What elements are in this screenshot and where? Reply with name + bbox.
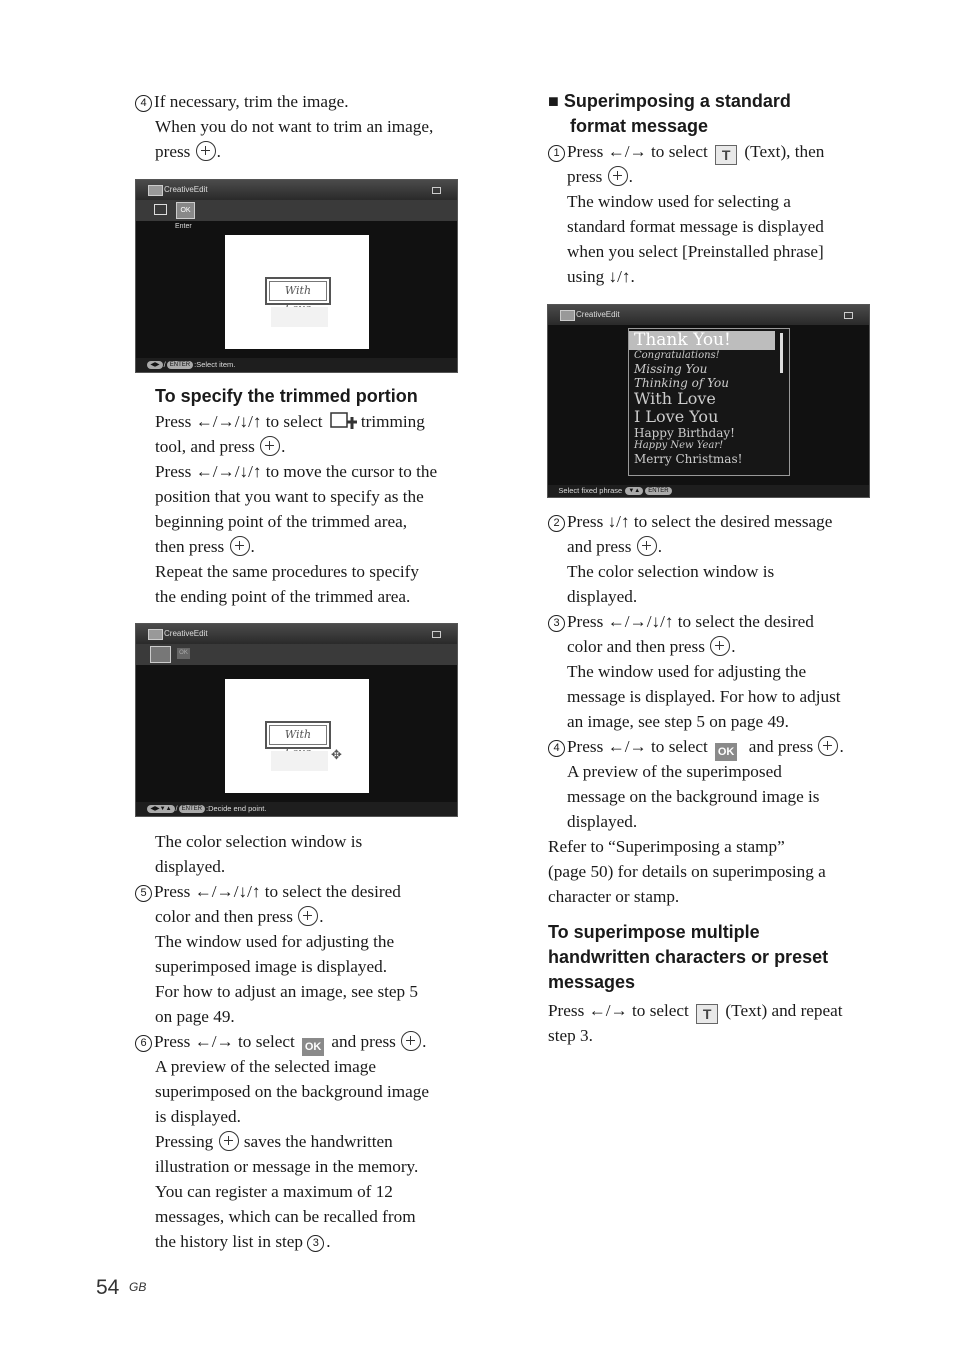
step4-line3: press .	[155, 142, 221, 161]
phrase-item[interactable]: Happy New Year!	[634, 440, 724, 451]
r-step4-line4: displayed.	[567, 812, 638, 831]
trimming-tool-icon	[330, 411, 358, 433]
section-heading: ■ Superimposing a standard	[548, 91, 791, 111]
r-step3-line3: The window used for adjusting the	[567, 662, 807, 681]
r-step1-line6: using ↓/↑.	[567, 267, 635, 286]
step5-line1: 5 Press ←/→/↓/↑ to select the desired	[135, 879, 401, 904]
r-step1-line1: 1 Press ←/→ to select T (Text), then	[548, 139, 824, 165]
app-logo-icon	[148, 185, 163, 196]
step-number: 5	[135, 885, 152, 902]
enter-button-icon	[196, 141, 216, 161]
subheading-line1: To superimpose multiple	[548, 922, 760, 942]
phrase-item[interactable]: Thinking of You	[634, 376, 729, 390]
screen-footer: Select fixed phrase ▼▲ ENTER	[548, 485, 869, 497]
step6-line3: superimposed on the background image	[155, 1082, 429, 1101]
step6-line1: 6 Press ←/→ to select OK and press .	[135, 1029, 426, 1056]
image-canvas	[225, 235, 369, 349]
step5-line4: superimposed image is displayed.	[155, 957, 387, 976]
r-step1-line4: standard format message is displayed	[567, 217, 824, 236]
stamp-preview: With	[265, 277, 331, 305]
r-step1-line2: press .	[567, 167, 633, 186]
after-line2: displayed.	[155, 857, 226, 876]
enter-button-icon	[298, 906, 318, 926]
r-step2-line3: The color selection window is	[567, 562, 775, 581]
region-code: GB	[129, 1280, 147, 1294]
phrase-item[interactable]: Congratulations!	[634, 350, 720, 361]
trim-line7: Repeat the same procedures to specify	[155, 562, 419, 581]
ok-icon: OK	[176, 202, 195, 219]
step-number: 2	[548, 515, 565, 532]
phrase-item[interactable]: Happy Birthday!	[634, 426, 735, 440]
trim-line4: position that you want to specify as the	[155, 487, 424, 506]
step5-line2: color and then press .	[155, 907, 324, 926]
step6-line2: A preview of the selected image	[155, 1057, 376, 1076]
last-line2: step 3.	[548, 1026, 593, 1045]
screen-footer: ◀▶ / ENTER :Select item.	[136, 358, 457, 372]
step-number: 4	[548, 740, 565, 757]
r-step2-line4: displayed.	[567, 587, 638, 606]
step4-line1: 4 If necessary, trim the image.	[135, 89, 349, 114]
r-step3-line4: message is displayed. For how to adjust	[567, 687, 841, 706]
trim-line3: Press ←/→/↓/↑ to move the cursor to the	[155, 462, 438, 481]
r-step2-line2: and press .	[567, 537, 663, 556]
step4-line2: When you do not want to trim an image,	[155, 117, 434, 136]
step6-line7: You can register a maximum of 12	[155, 1182, 393, 1201]
step6-line4: is displayed.	[155, 1107, 241, 1126]
stamp-shadow	[271, 307, 328, 327]
trim-heading: To specify the trimmed portion	[155, 386, 418, 406]
step-number: 3	[307, 1235, 324, 1252]
enter-button-icon	[710, 636, 730, 656]
phrase-item[interactable]: With Love	[634, 389, 716, 408]
ok-button-icon: OK	[302, 1038, 324, 1056]
r-step3-line2: color and then press .	[567, 637, 736, 656]
trim-tool-icon	[150, 646, 171, 663]
subheading-line3: messages	[548, 972, 636, 992]
r-step3-line1: 3 Press ←/→/↓/↑ to select the desired	[548, 609, 814, 634]
step6-line8: messages, which can be recalled from	[155, 1207, 416, 1226]
app-title-bar: CreativeEdit	[136, 624, 457, 644]
r-step1-line5: when you select [Preinstalled phrase]	[567, 242, 824, 261]
trim-line5: beginning point of the trimmed area,	[155, 512, 408, 531]
r-step4-line2: A preview of the superimposed	[567, 762, 782, 781]
step-number: 6	[135, 1035, 152, 1052]
r-step4-line3: message on the background image is	[567, 787, 820, 806]
step5-line3: The window used for adjusting the	[155, 932, 395, 951]
app-logo-icon	[560, 310, 575, 321]
enter-button-icon	[219, 1131, 239, 1151]
step-number: 1	[548, 145, 565, 162]
ref-line1: Refer to “Superimposing a stamp”	[548, 837, 785, 856]
window-icon	[432, 187, 441, 194]
page-number: 54	[96, 1276, 120, 1299]
window-icon	[432, 631, 441, 638]
trim-line8: the ending point of the trimmed area.	[155, 587, 411, 606]
phrase-list	[628, 328, 790, 476]
enter-button-icon	[230, 536, 250, 556]
section-heading-cont: format message	[570, 116, 709, 136]
enter-button-icon	[818, 736, 838, 756]
phrase-item-selected[interactable]: Thank You!	[629, 331, 775, 350]
subheading-line2: handwritten characters or preset	[548, 947, 829, 967]
scrollbar	[780, 333, 783, 373]
enter-button-icon	[260, 436, 280, 456]
app-title-bar: CreativeEdit	[548, 305, 869, 325]
step6-line5: Pressing saves the handwritten	[155, 1132, 393, 1151]
r-step2-line1: 2 Press ↓/↑ to select the desired message	[548, 509, 832, 534]
enter-button-icon	[608, 166, 628, 186]
screen-footer: ◀▶▼▲ / ENTER :Decide end point.	[136, 802, 457, 816]
trim-line1: Press ←/→/↓/↑ to select trimming	[155, 412, 425, 431]
stamp-shadow	[271, 751, 328, 771]
stamp-preview: With	[265, 721, 331, 749]
ref-line3: character or stamp.	[548, 887, 680, 906]
screenshot-phrase-list	[547, 304, 870, 498]
enter-button-icon	[637, 536, 657, 556]
screenshot-trim-end	[135, 623, 458, 817]
toolbar	[136, 644, 457, 665]
step6-line9: the history list in step 3 .	[155, 1232, 331, 1251]
phrase-item[interactable]: I Love You	[634, 407, 719, 426]
phrase-item[interactable]: Missing You	[634, 362, 708, 376]
app-title-bar: CreativeEdit	[136, 180, 457, 200]
trim-line6: then press .	[155, 537, 255, 556]
step-number: 3	[548, 615, 565, 632]
image-canvas	[225, 679, 369, 793]
cursor-icon: ✥	[331, 747, 342, 762]
enter-label: Enter	[175, 223, 192, 230]
screenshot-trim-select	[135, 179, 458, 373]
last-line1: Press ←/→ to select T (Text) and repeat	[548, 1001, 843, 1022]
text-tool-icon: T	[715, 145, 737, 165]
r-step1-line3: The window used for selecting a	[567, 192, 791, 211]
after-line1: The color selection window is	[155, 832, 363, 851]
trim-tool-icon	[154, 204, 167, 215]
phrase-item[interactable]: Merry Christmas!	[634, 452, 743, 466]
app-logo-icon	[148, 629, 163, 640]
text-tool-icon: T	[696, 1004, 718, 1024]
trim-line2: tool, and press .	[155, 437, 286, 456]
toolbar	[136, 200, 457, 221]
step6-line6: illustration or message in the memory.	[155, 1157, 419, 1176]
ref-line2: (page 50) for details on superimposing a	[548, 862, 826, 881]
ok-button-icon: OK	[715, 743, 737, 761]
r-step3-line5: an image, see step 5 on page 49.	[567, 712, 789, 731]
step-number: 4	[135, 95, 152, 112]
step5-line6: on page 49.	[155, 1007, 235, 1026]
step5-line5: For how to adjust an image, see step 5	[155, 982, 419, 1001]
r-step4-line1: 4 Press ←/→ to select OK and press .	[548, 734, 844, 761]
window-icon	[844, 312, 853, 319]
ok-icon: OK	[177, 648, 190, 659]
enter-button-icon	[401, 1031, 421, 1051]
